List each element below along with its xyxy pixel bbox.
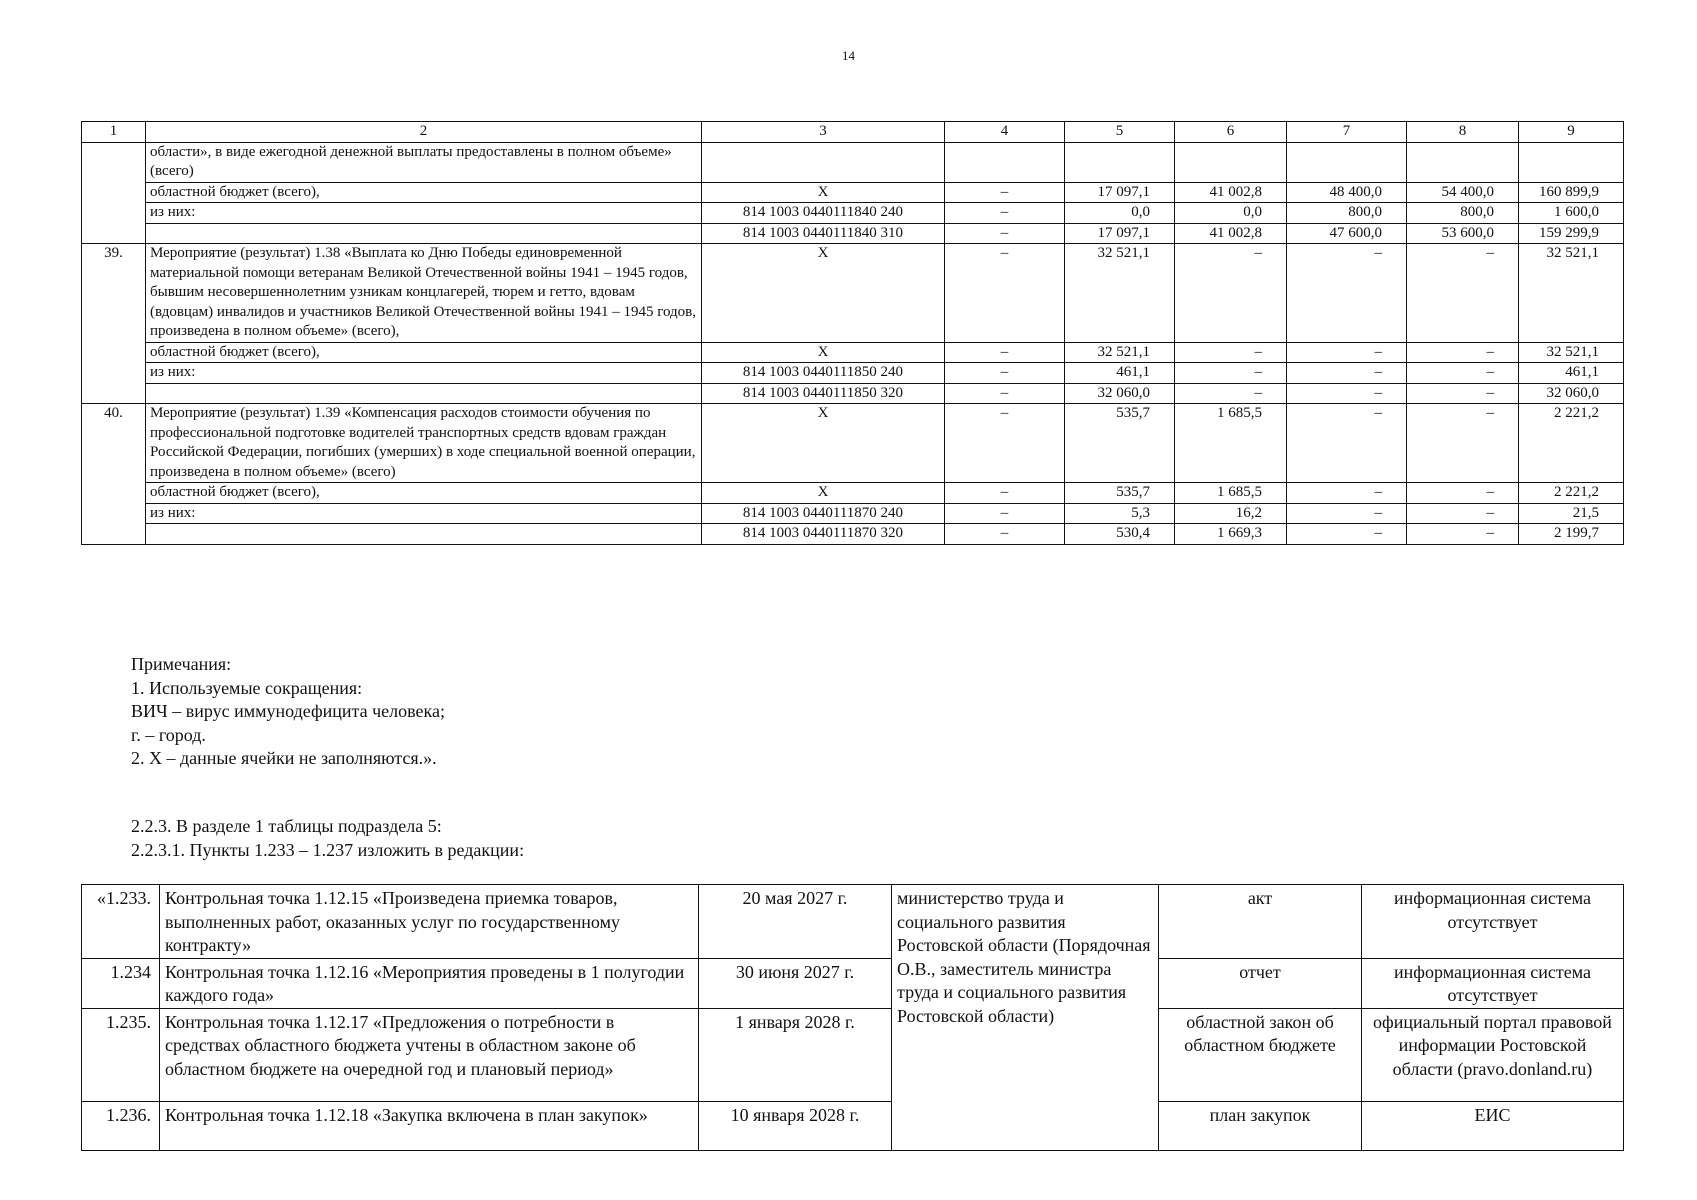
value-cell: 800,0: [1407, 203, 1519, 224]
table-header-row: [82, 122, 1624, 143]
value-cell: 2 199,7: [1519, 524, 1624, 545]
header-cell: 5: [1065, 122, 1175, 143]
table-row: [82, 203, 1624, 224]
value-cell: 461,1: [1065, 363, 1175, 384]
value-cell: 54 400,0: [1407, 182, 1519, 203]
value-cell: –: [1407, 383, 1519, 404]
value-cell: –: [1175, 383, 1287, 404]
table-row: [82, 223, 1624, 244]
value-cell: 41 002,8: [1175, 223, 1287, 244]
header-cell: 4: [945, 122, 1065, 143]
table-row: [82, 363, 1624, 384]
table-row: [82, 182, 1624, 203]
value-cell: –: [1407, 244, 1519, 343]
value-cell: 159 299,9: [1519, 223, 1624, 244]
value-cell: –: [1407, 404, 1519, 483]
table-row: [82, 383, 1624, 404]
date-cell: 30 июня 2027 г.: [699, 958, 892, 1008]
value-cell: –: [1407, 483, 1519, 504]
info-system-cell: ЕИС: [1362, 1101, 1624, 1150]
notes-line: 1. Используемые сокращения:: [131, 677, 363, 698]
document-type-cell: план закупок: [1159, 1101, 1362, 1150]
value-cell: –: [1407, 524, 1519, 545]
notes-title: Примечания:: [131, 654, 232, 674]
value-cell: 16,2: [1175, 503, 1287, 524]
page-number: 14: [842, 48, 855, 63]
table-row: [82, 142, 1624, 182]
value-cell: [1175, 142, 1287, 182]
value-cell: 48 400,0: [1287, 182, 1407, 203]
table-row: [82, 503, 1624, 524]
budget-code-cell: Х: [702, 182, 945, 203]
value-cell: –: [1175, 244, 1287, 343]
table-row: [82, 244, 1624, 343]
value-cell: –: [945, 203, 1065, 224]
value-cell: 1 600,0: [1519, 203, 1624, 224]
budget-code-cell: Х: [702, 244, 945, 343]
value-cell: –: [945, 404, 1065, 483]
row-number-cell: 1.236.: [82, 1101, 160, 1150]
value-cell: –: [1287, 524, 1407, 545]
value-cell: [1519, 142, 1624, 182]
value-cell: 2 221,2: [1519, 404, 1624, 483]
row-number-cell: [82, 142, 146, 244]
description-cell: областной бюджет (всего),: [146, 182, 702, 203]
header-cell: 8: [1407, 122, 1519, 143]
value-cell: [945, 142, 1065, 182]
value-cell: 21,5: [1519, 503, 1624, 524]
date-cell: 20 мая 2027 г.: [699, 885, 892, 959]
value-cell: 535,7: [1065, 483, 1175, 504]
value-cell: –: [1407, 363, 1519, 384]
info-system-cell: информационная система отсутствует: [1362, 885, 1624, 959]
value-cell: 1 669,3: [1175, 524, 1287, 545]
budget-code-cell: [702, 142, 945, 182]
value-cell: –: [1287, 404, 1407, 483]
value-cell: 535,7: [1065, 404, 1175, 483]
value-cell: –: [1287, 483, 1407, 504]
table-row: [82, 885, 1624, 959]
budget-code-cell: 814 1003 0440111840 310: [702, 223, 945, 244]
value-cell: 32 521,1: [1519, 244, 1624, 343]
control-point-cell: Контрольная точка 1.12.18 «Закупка включена в план закупок»: [160, 1101, 699, 1150]
notes-line: г. – город.: [131, 724, 206, 745]
value-cell: –: [945, 483, 1065, 504]
section-line: 2.2.3. В разделе 1 таблицы подраздела 5:: [131, 816, 442, 836]
value-cell: 5,3: [1065, 503, 1175, 524]
header-cell: 9: [1519, 122, 1624, 143]
responsible-cell: министерство труда и социального развития Ростовской области (Порядочная О.В., заместитель министра труда и социального развития Ростовской области): [892, 885, 1159, 1151]
value-cell: 160 899,9: [1519, 182, 1624, 203]
value-cell: 32 521,1: [1065, 342, 1175, 363]
value-cell: 800,0: [1287, 203, 1407, 224]
budget-code-cell: 814 1003 0440111870 320: [702, 524, 945, 545]
value-cell: –: [1287, 342, 1407, 363]
budget-table: [81, 121, 1624, 545]
value-cell: 17 097,1: [1065, 223, 1175, 244]
notes-line: ВИЧ – вирус иммунодефицита человека;: [131, 701, 445, 721]
budget-code-cell: 814 1003 0440111850 320: [702, 383, 945, 404]
value-cell: 32 521,1: [1065, 244, 1175, 343]
description-cell: областной бюджет (всего),: [146, 483, 702, 504]
value-cell: –: [1407, 342, 1519, 363]
row-number-cell: 1.234: [82, 958, 160, 1008]
value-cell: 1 685,5: [1175, 404, 1287, 483]
value-cell: –: [945, 363, 1065, 384]
value-cell: 53 600,0: [1407, 223, 1519, 244]
control-point-cell: Контрольная точка 1.12.16 «Мероприятия проведены в 1 полугодии каждого года»: [160, 958, 699, 1008]
budget-code-cell: 814 1003 0440111840 240: [702, 203, 945, 224]
description-cell: Мероприятие (результат) 1.39 «Компенсация расходов стоимости обучения по профессиональной подготовке водителей транспортных средств вдовам граждан Российской Федерации, погибших (умерших) в ходе специальной военной операции, произведена в полном объеме» (всего): [146, 404, 702, 483]
header-cell: 7: [1287, 122, 1407, 143]
value-cell: 32 060,0: [1519, 383, 1624, 404]
value-cell: 47 600,0: [1287, 223, 1407, 244]
table-row: [82, 404, 1624, 483]
value-cell: –: [1175, 342, 1287, 363]
value-cell: –: [945, 182, 1065, 203]
value-cell: –: [1287, 503, 1407, 524]
description-cell: [146, 383, 702, 404]
description-cell: областной бюджет (всего),: [146, 342, 702, 363]
header-cell: 1: [82, 122, 146, 143]
description-cell: области», в виде ежегодной денежной выплаты предоставлены в полном объеме» (всего): [146, 142, 702, 182]
description-cell: Мероприятие (результат) 1.38 «Выплата ко Дню Победы единовременной материальной помощи ветеранам Великой Отечественной войны 1941 – 1945 годов, бывшим несовершеннолетним узникам концлагерей, тюрем и гетто, вдовам (вдовцам) инвалидов и участников Великой Отечественной войны 1941 – 1945 годов, произведена в полном объеме» (всего),: [146, 244, 702, 343]
control-point-cell: Контрольная точка 1.12.15 «Произведена приемка товаров, выполненных работ, оказанных услуг по государственному контракту»: [160, 885, 699, 959]
notes: [131, 653, 445, 771]
row-number-cell: 39.: [82, 244, 146, 404]
value-cell: –: [1287, 363, 1407, 384]
header-cell: 3: [702, 122, 945, 143]
value-cell: 17 097,1: [1065, 182, 1175, 203]
value-cell: –: [1407, 503, 1519, 524]
value-cell: –: [945, 244, 1065, 343]
value-cell: [1407, 142, 1519, 182]
value-cell: 1 685,5: [1175, 483, 1287, 504]
document-type-cell: акт: [1159, 885, 1362, 959]
row-number-cell: «1.233.: [82, 885, 160, 959]
description-cell: из них:: [146, 203, 702, 224]
value-cell: 0,0: [1065, 203, 1175, 224]
table-row: [82, 524, 1624, 545]
value-cell: –: [945, 383, 1065, 404]
value-cell: –: [1287, 244, 1407, 343]
value-cell: –: [1287, 383, 1407, 404]
budget-code-cell: Х: [702, 483, 945, 504]
document-type-cell: отчет: [1159, 958, 1362, 1008]
row-number-cell: 40.: [82, 404, 146, 545]
section-line: 2.2.3.1. Пункты 1.233 – 1.237 изложить в редакции:: [131, 839, 525, 860]
budget-code-cell: Х: [702, 404, 945, 483]
table-row: [82, 1008, 1624, 1101]
table-row: [82, 1101, 1624, 1150]
budget-code-cell: 814 1003 0440111850 240: [702, 363, 945, 384]
description-cell: из них:: [146, 363, 702, 384]
header-cell: 2: [146, 122, 702, 143]
value-cell: 0,0: [1175, 203, 1287, 224]
notes-line: 2. Х – данные ячейки не заполняются.».: [131, 748, 437, 768]
value-cell: 461,1: [1519, 363, 1624, 384]
value-cell: –: [1175, 363, 1287, 384]
value-cell: 32 521,1: [1519, 342, 1624, 363]
row-number-cell: 1.235.: [82, 1008, 160, 1101]
value-cell: –: [945, 503, 1065, 524]
value-cell: [1065, 142, 1175, 182]
section-heading: [131, 815, 524, 862]
value-cell: 32 060,0: [1065, 383, 1175, 404]
value-cell: –: [945, 223, 1065, 244]
value-cell: –: [945, 342, 1065, 363]
document-type-cell: областной закон об областном бюджете: [1159, 1008, 1362, 1101]
date-cell: 10 января 2028 г.: [699, 1101, 892, 1150]
control-point-cell: Контрольная точка 1.12.17 «Предложения о потребности в средствах областного бюджета учтены в областном законе об областном бюджете на очередной год и плановый период»: [160, 1008, 699, 1101]
description-cell: из них:: [146, 503, 702, 524]
info-system-cell: официальный портал правовой информации Ростовской области (pravo.donland.ru): [1362, 1008, 1624, 1101]
budget-code-cell: 814 1003 0440111870 240: [702, 503, 945, 524]
control-points-table: [81, 884, 1624, 1151]
budget-code-cell: Х: [702, 342, 945, 363]
table-row: [82, 958, 1624, 1008]
value-cell: –: [945, 524, 1065, 545]
value-cell: 41 002,8: [1175, 182, 1287, 203]
table-row: [82, 483, 1624, 504]
header-cell: 6: [1175, 122, 1287, 143]
description-cell: [146, 524, 702, 545]
description-cell: [146, 223, 702, 244]
value-cell: 2 221,2: [1519, 483, 1624, 504]
value-cell: [1287, 142, 1407, 182]
date-cell: 1 января 2028 г.: [699, 1008, 892, 1101]
value-cell: 530,4: [1065, 524, 1175, 545]
table-row: [82, 342, 1624, 363]
info-system-cell: информационная система отсутствует: [1362, 958, 1624, 1008]
